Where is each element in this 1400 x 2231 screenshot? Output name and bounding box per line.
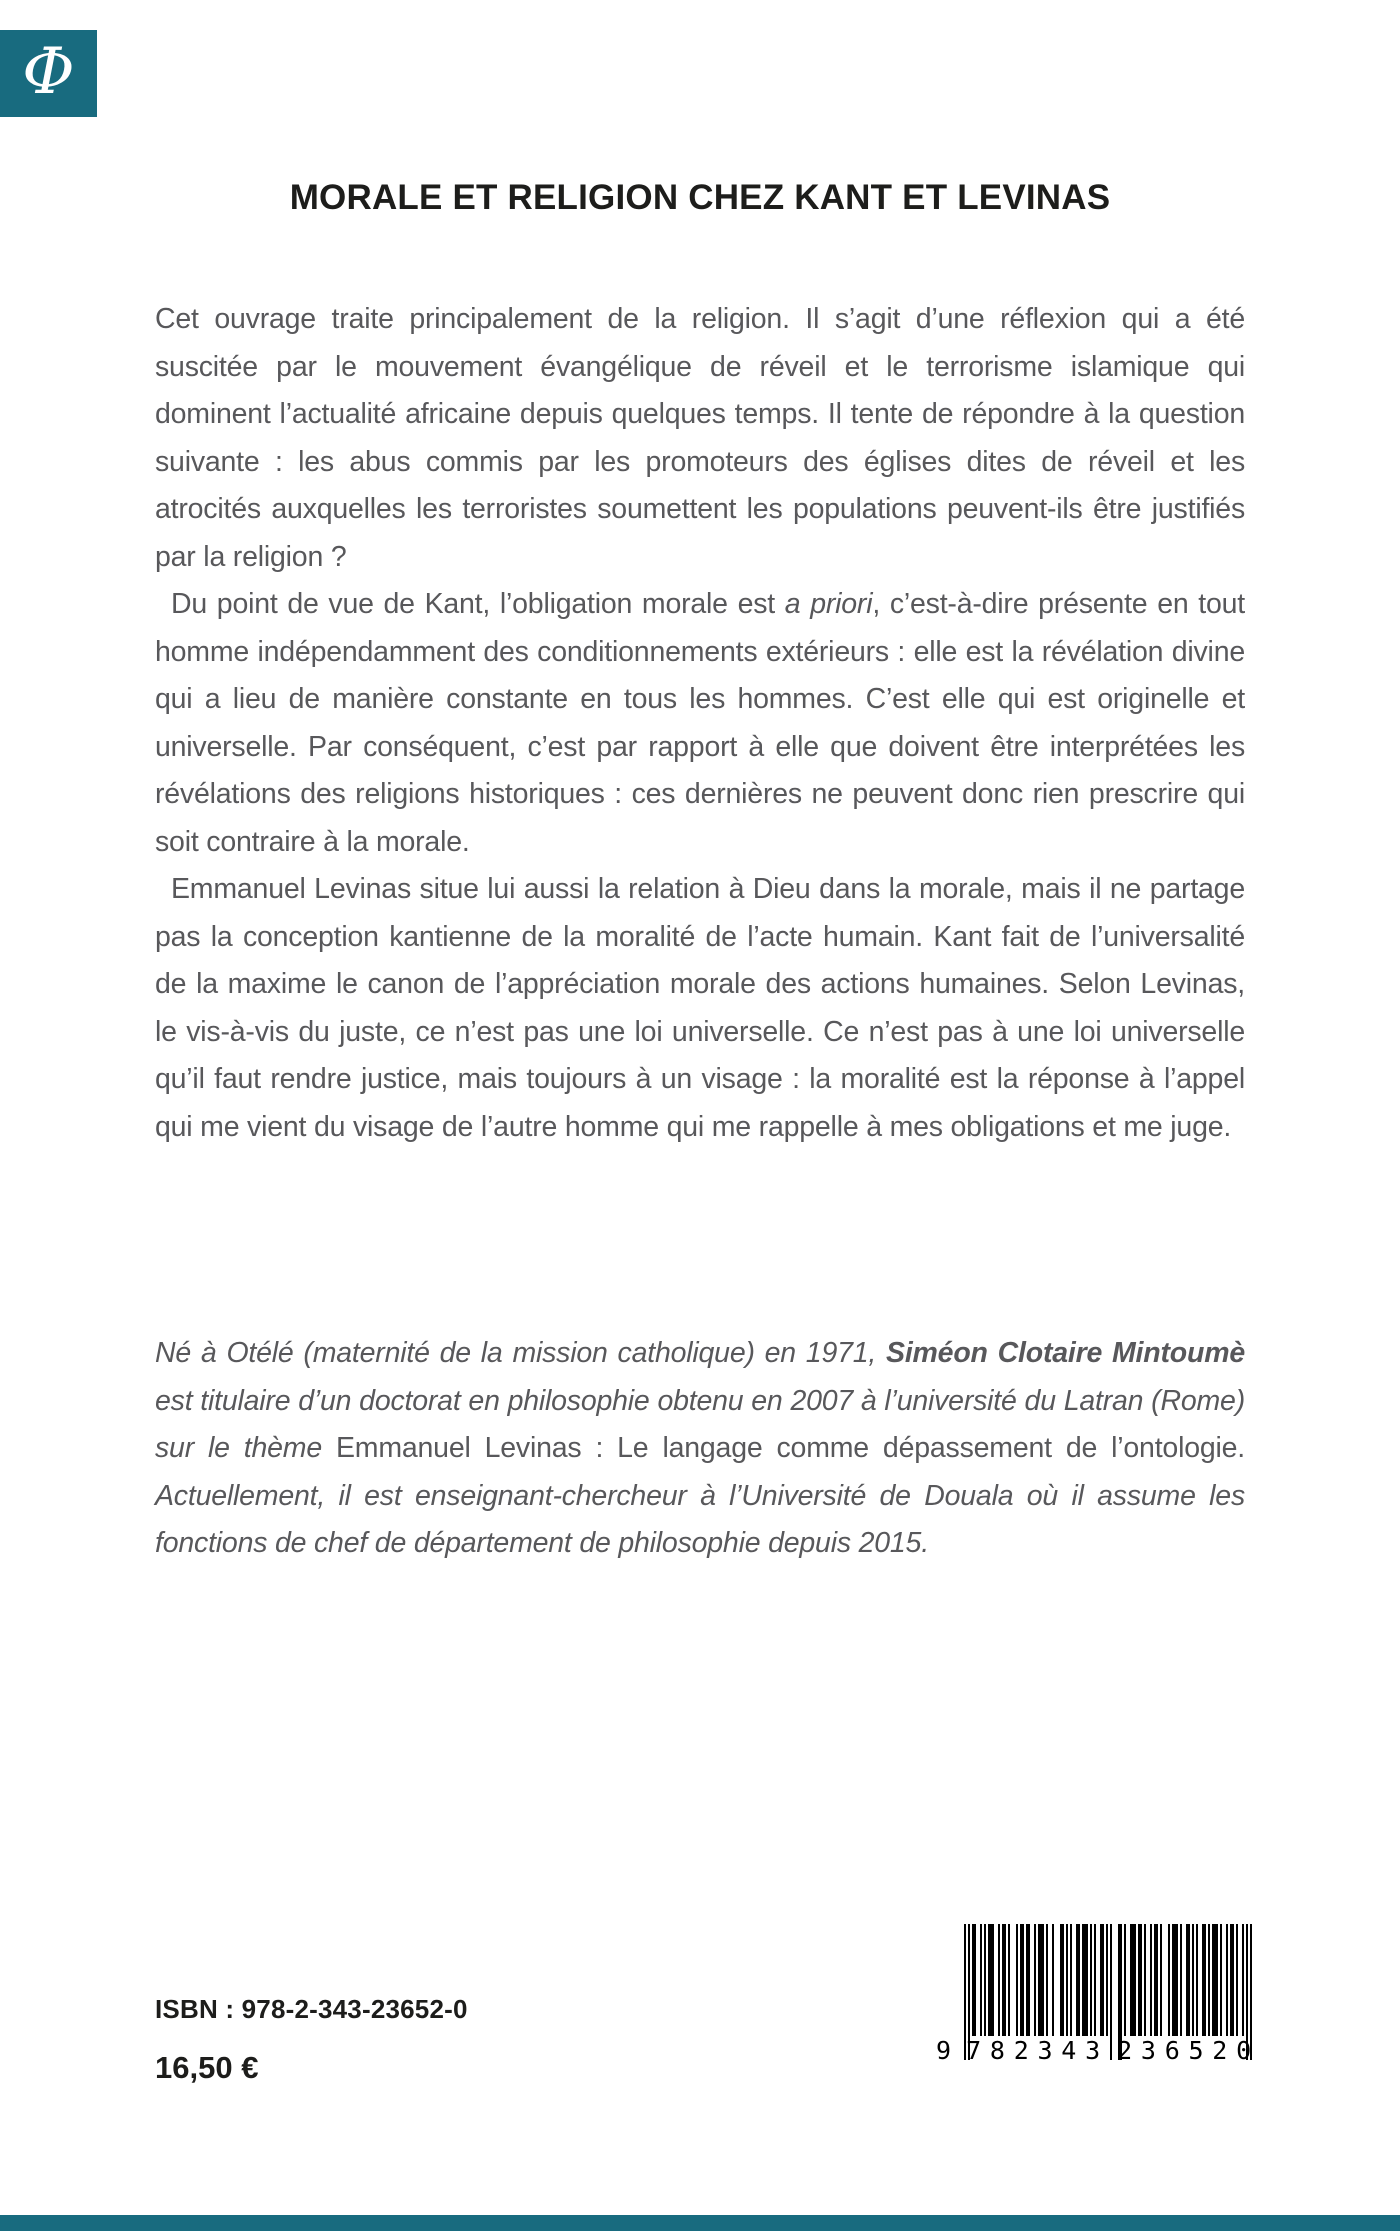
isbn-text: ISBN : 978-2-343-23652-0 bbox=[155, 1994, 468, 2024]
synopsis-p2-text-after: , c’est-à-dire présente en tout homme indépendamment des conditionnements extérieurs : elle est la révélation divine qui a lieu de manière constante en tous les hommes. C’est elle qui est originelle et universelle. Par conséquent, c’est par rapport à elle que doivent être interprétées les révélations des religions historiques : ces dernières ne peuvent donc rien prescrire qui soit contraire à la morale. bbox=[155, 588, 1245, 858]
author-bio-paragraph bbox=[155, 1330, 1245, 1568]
barcode-group-1: 782343 bbox=[966, 2036, 1109, 2065]
synopsis-paragraph-3: Emmanuel Levinas situe lui aussi la relation à Dieu dans la morale, mais il ne partage pas la conception kantienne de la moralité de l’acte humain. Kant fait de l’universalité de la maxime le canon de l’appréciation morale des actions humaines. Selon Levinas, le vis-à-vis du juste, ce n’est pas une loi universelle. Ce n’est pas à une loi universelle qu’il faut rendre justice, mais toujours à un visage : la moralité est la réponse à l’appel qui me vient du visage de l’autre homme qui me rappelle à mes obligations et me juge. bbox=[155, 873, 1245, 1143]
author-bio bbox=[155, 1330, 1245, 1568]
thesis-title: Emmanuel Levinas : Le langage comme dépassement de l’ontologie. bbox=[335, 1432, 1245, 1464]
synopsis-paragraph-1: Cet ouvrage traite principalement de la religion. Il s’agit d’une réflexion qui a été suscitée par le mouvement évangélique de réveil et le terrorisme islamique qui dominent l’actualité africaine depuis quelques temps. Il tente de répondre à la question suivante : les abus commis par les promoteurs des églises dites de réveil et les atrocités auxquelles les terroristes soumettent les populations peuvent-ils être justifiés par la religion ? bbox=[155, 303, 1245, 573]
synopsis-paragraph-2 bbox=[155, 581, 1245, 866]
bio-text-2: est titulaire d’un doctorat en philosophie obtenu en 2007 à l’université du Latran (Rome) sur le thème bbox=[155, 1384, 1245, 1464]
latin-term: a priori bbox=[784, 588, 873, 620]
publisher-logo bbox=[0, 30, 97, 117]
barcode-digits bbox=[936, 2036, 1264, 2065]
barcode-lead-digit: 9 bbox=[936, 2036, 952, 2065]
book-title: MORALE ET RELIGION CHEZ KANT ET LEVINAS bbox=[289, 178, 1111, 217]
synopsis bbox=[155, 296, 1245, 1151]
author-name: Siméon Clotaire Mintoumè bbox=[886, 1337, 1245, 1369]
phi-logo-icon: Φ bbox=[22, 34, 75, 109]
barcode-group-2: 236520 bbox=[1117, 2036, 1260, 2065]
synopsis-p2-text-before: Du point de vue de Kant, l’obligation morale est bbox=[171, 588, 785, 620]
bio-text-3: Actuellement, il est enseignant-chercheur à l’Université de Douala où il assume les fonctions de chef de département de philosophie depuis 2015. bbox=[155, 1479, 1245, 1559]
bottom-accent-bar bbox=[0, 2215, 1400, 2231]
bio-text-1: Né à Otélé (maternité de la mission catholique) en 1971, bbox=[155, 1337, 887, 1369]
price-text: 16,50 € bbox=[155, 2050, 259, 2085]
barcode bbox=[930, 1916, 1270, 2069]
